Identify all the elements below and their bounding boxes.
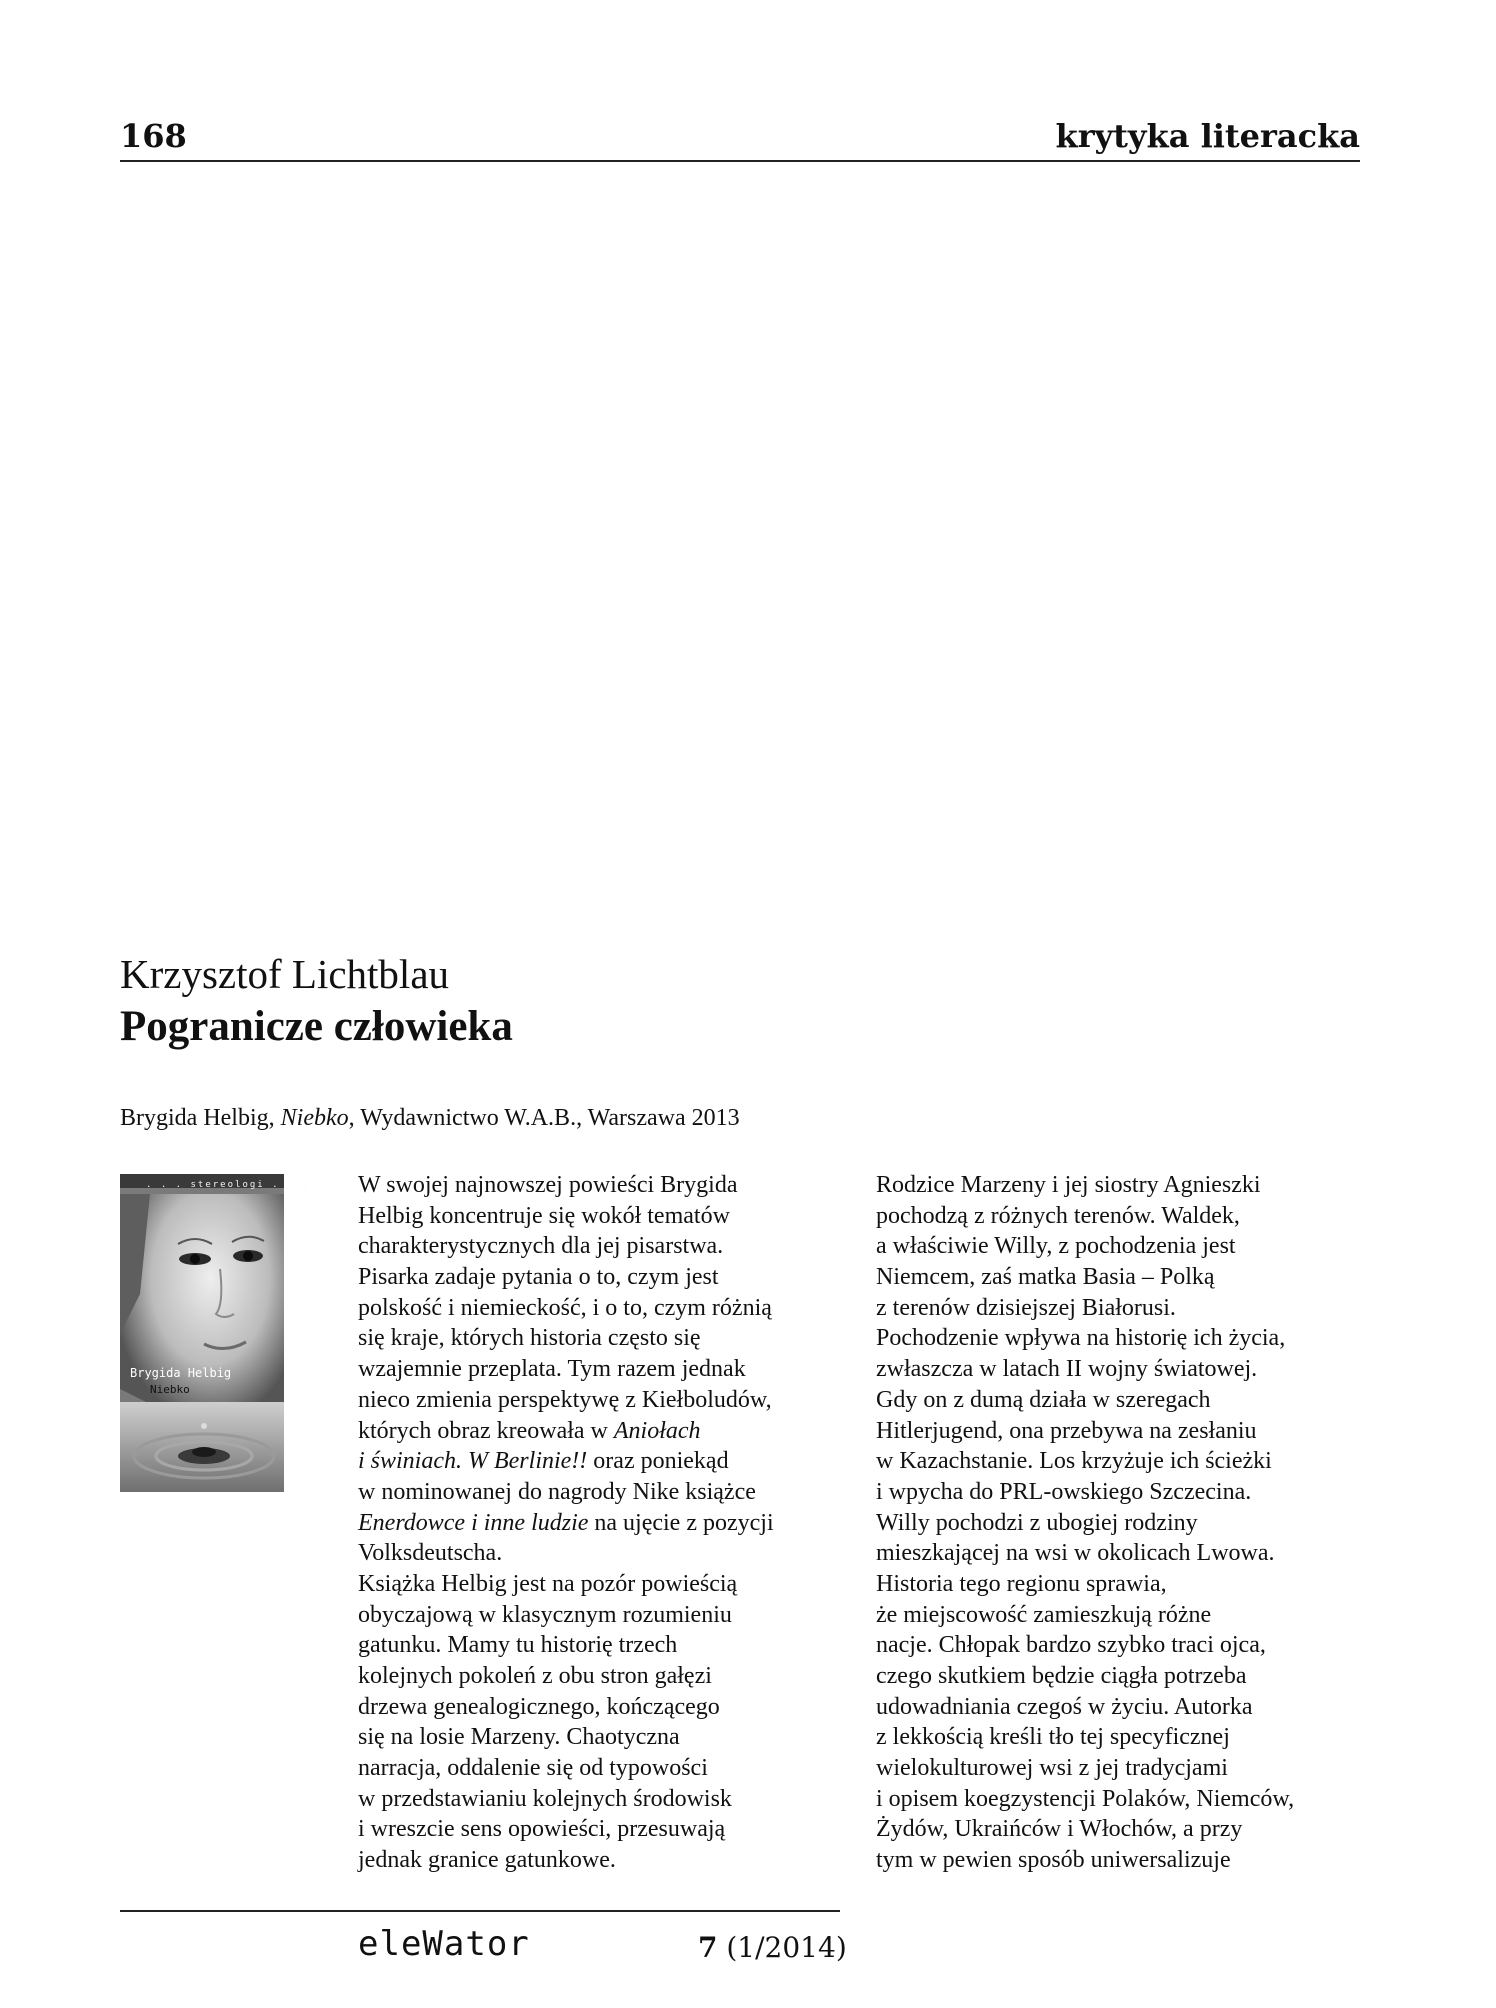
text-line bbox=[358, 1293, 842, 1324]
text-line bbox=[358, 1323, 842, 1354]
text-line bbox=[876, 1170, 1360, 1201]
book-cover-image bbox=[120, 1174, 310, 1492]
text-line bbox=[876, 1753, 1360, 1784]
cover-series-text: . . . stereologi . . . bbox=[146, 1180, 310, 1190]
page-number: 168 bbox=[120, 117, 187, 155]
text-line bbox=[876, 1477, 1360, 1508]
text-line bbox=[358, 1630, 842, 1661]
text-segment: i wreszcie sens opowieści, przesuwają bbox=[358, 1816, 726, 1843]
italic-text-segment: Enerdowce i inne ludzie bbox=[358, 1509, 589, 1536]
text-segment: z terenów dzisiejszej Białorusi. bbox=[876, 1294, 1176, 1321]
text-segment: czego skutkiem będzie ciągła potrzeba bbox=[876, 1663, 1247, 1689]
text-line bbox=[358, 1170, 842, 1201]
text-line bbox=[358, 1508, 842, 1539]
text-segment: obyczajową w klasycznym rozumieniu bbox=[358, 1601, 732, 1628]
text-line bbox=[358, 1354, 842, 1385]
text-segment: nieco zmienia perspektywę z Kiełboludów, bbox=[358, 1386, 772, 1413]
text-line bbox=[876, 1385, 1360, 1416]
text-segment: a właściwie Willy, z pochodzenia jest bbox=[876, 1233, 1236, 1260]
text-line bbox=[876, 1446, 1360, 1477]
book-cover-illustration bbox=[120, 1174, 284, 1492]
text-line bbox=[358, 1569, 842, 1600]
italic-text-segment: Aniołach bbox=[613, 1417, 701, 1444]
text-line bbox=[358, 1538, 842, 1569]
text-segment: i wpycha do PRL-owskiego Szczecina. bbox=[876, 1478, 1252, 1505]
text-segment: że miejscowość zamieszkują różne bbox=[876, 1601, 1212, 1628]
text-segment: których obraz kreowała w bbox=[358, 1417, 614, 1444]
body-text-column-right bbox=[876, 1170, 1360, 1876]
book-info-publisher: , Wydawnictwo W.A.B., Warszawa 2013 bbox=[348, 1105, 740, 1131]
footer-rule bbox=[120, 1910, 840, 1912]
text-line bbox=[876, 1661, 1360, 1692]
text-segment: Niemcem, zaś matka Basia – Polką bbox=[876, 1264, 1215, 1291]
text-line bbox=[876, 1416, 1360, 1447]
book-info-author: Brygida Helbig, bbox=[120, 1105, 281, 1131]
book-info bbox=[120, 1102, 740, 1134]
text-segment: w nominowanej do nagrody Nike książce bbox=[358, 1478, 756, 1505]
text-segment: w Kazachstanie. Los krzyżuje ich ścieżki bbox=[876, 1448, 1272, 1475]
text-line bbox=[358, 1692, 842, 1723]
body-text-column-left bbox=[358, 1170, 842, 1876]
text-segment: jednak granice gatunkowe. bbox=[358, 1847, 616, 1874]
text-segment: kolejnych pokoleń z obu stron gałęzi bbox=[358, 1663, 712, 1689]
cover-author: Brygida Helbig bbox=[130, 1366, 232, 1380]
journal-logo: eleWator bbox=[358, 1924, 530, 1964]
text-segment: charakterystycznych dla jej pisarstwa. bbox=[358, 1233, 724, 1260]
text-segment: w przedstawianiu kolejnych środowisk bbox=[358, 1785, 732, 1812]
text-line bbox=[358, 1600, 842, 1631]
text-segment: się na losie Marzeny. Chaotyczna bbox=[358, 1724, 680, 1751]
text-segment: mieszkającej na wsi w okolicach Lwowa. bbox=[876, 1540, 1275, 1567]
text-segment: na ujęcie z pozycji bbox=[588, 1509, 774, 1536]
text-segment: pochodzą z różnych terenów. Waldek, bbox=[876, 1202, 1240, 1229]
text-segment: Rodzice Marzeny i jej siostry Agnieszki bbox=[876, 1172, 1261, 1198]
text-line bbox=[876, 1293, 1360, 1324]
text-segment: się kraje, których historia często się bbox=[358, 1325, 701, 1352]
text-line bbox=[876, 1508, 1360, 1539]
article-title: Pogranicze człowieka bbox=[120, 1003, 513, 1050]
text-segment: Pisarka zadaje pytania o to, czym jest bbox=[358, 1264, 719, 1291]
cover-title: Niebko bbox=[150, 1383, 190, 1396]
text-segment: W swojej najnowszej powieści Brygida bbox=[358, 1172, 738, 1198]
text-segment: Willy pochodzi z ubogiej rodziny bbox=[876, 1509, 1198, 1536]
text-segment: Książka Helbig jest na pozór powieścią bbox=[358, 1570, 738, 1597]
text-segment: oraz poniekąd bbox=[587, 1448, 729, 1475]
text-line bbox=[358, 1661, 842, 1692]
text-line bbox=[358, 1262, 842, 1293]
text-segment: wzajemnie przeplata. Tym razem jednak bbox=[358, 1356, 746, 1383]
text-line bbox=[876, 1845, 1360, 1876]
italic-text-segment: i świniach. W Berlinie!! bbox=[358, 1448, 588, 1475]
text-line bbox=[876, 1784, 1360, 1815]
article-author: Krzysztof Lichtblau bbox=[120, 951, 450, 997]
text-line bbox=[876, 1722, 1360, 1753]
text-segment: polskość i niemieckość, i o to, czym różnią bbox=[358, 1294, 772, 1321]
issue-detail: (1/2014) bbox=[717, 1931, 847, 1964]
text-segment: Gdy on z dumą działa w szeregach bbox=[876, 1386, 1211, 1413]
text-segment: nacje. Chłopak bardzo szybko traci ojca, bbox=[876, 1632, 1266, 1659]
text-segment: Helbig koncentruje się wokół tematów bbox=[358, 1202, 730, 1229]
text-line bbox=[876, 1201, 1360, 1232]
text-segment: i opisem koegzystencji Polaków, Niemców, bbox=[876, 1785, 1295, 1812]
text-line bbox=[358, 1385, 842, 1416]
text-line bbox=[358, 1722, 842, 1753]
text-line bbox=[358, 1753, 842, 1784]
issue-number: 7 bbox=[698, 1931, 718, 1964]
text-line bbox=[876, 1323, 1360, 1354]
text-segment: Historia tego regionu sprawia, bbox=[876, 1570, 1167, 1597]
text-line bbox=[358, 1477, 842, 1508]
text-line bbox=[358, 1446, 842, 1477]
text-segment: Volksdeutscha. bbox=[358, 1540, 503, 1567]
text-segment: z lekkością kreśli tło tej specyficznej bbox=[876, 1724, 1230, 1751]
text-line bbox=[876, 1692, 1360, 1723]
page-header bbox=[120, 112, 1360, 162]
text-line bbox=[876, 1354, 1360, 1385]
text-segment: Żydów, Ukraińców i Włochów, a przy bbox=[876, 1816, 1243, 1843]
text-line bbox=[876, 1569, 1360, 1600]
text-segment: gatunku. Mamy tu historię trzech bbox=[358, 1632, 678, 1659]
text-segment: narracja, oddalenie się od typowości bbox=[358, 1755, 708, 1782]
text-line bbox=[876, 1538, 1360, 1569]
text-segment: drzewa genealogicznego, kończącego bbox=[358, 1693, 720, 1720]
book-info-title: Niebko bbox=[280, 1105, 349, 1131]
text-line bbox=[358, 1814, 842, 1845]
text-segment: wielokulturowej wsi z jej tradycjami bbox=[876, 1755, 1228, 1782]
text-line bbox=[876, 1262, 1360, 1293]
text-segment: zwłaszcza w latach II wojny światowej. bbox=[876, 1356, 1258, 1383]
text-segment: Pochodzenie wpływa na historię ich życia, bbox=[876, 1325, 1286, 1352]
text-line bbox=[358, 1201, 842, 1232]
text-segment: tym w pewien sposób uniwersalizuje bbox=[876, 1847, 1231, 1874]
text-line bbox=[876, 1231, 1360, 1262]
text-line bbox=[876, 1600, 1360, 1631]
text-segment: Hitlerjugend, ona przebywa na zesłaniu bbox=[876, 1417, 1257, 1444]
text-line bbox=[876, 1814, 1360, 1845]
text-segment: udowadniania czegoś w życiu. Autorka bbox=[876, 1693, 1253, 1720]
text-line bbox=[876, 1630, 1360, 1661]
text-line bbox=[358, 1416, 842, 1447]
text-line bbox=[358, 1784, 842, 1815]
text-line bbox=[358, 1231, 842, 1262]
section-title: krytyka literacka bbox=[1055, 117, 1360, 155]
text-line bbox=[358, 1845, 842, 1876]
issue-info bbox=[698, 1930, 847, 1966]
